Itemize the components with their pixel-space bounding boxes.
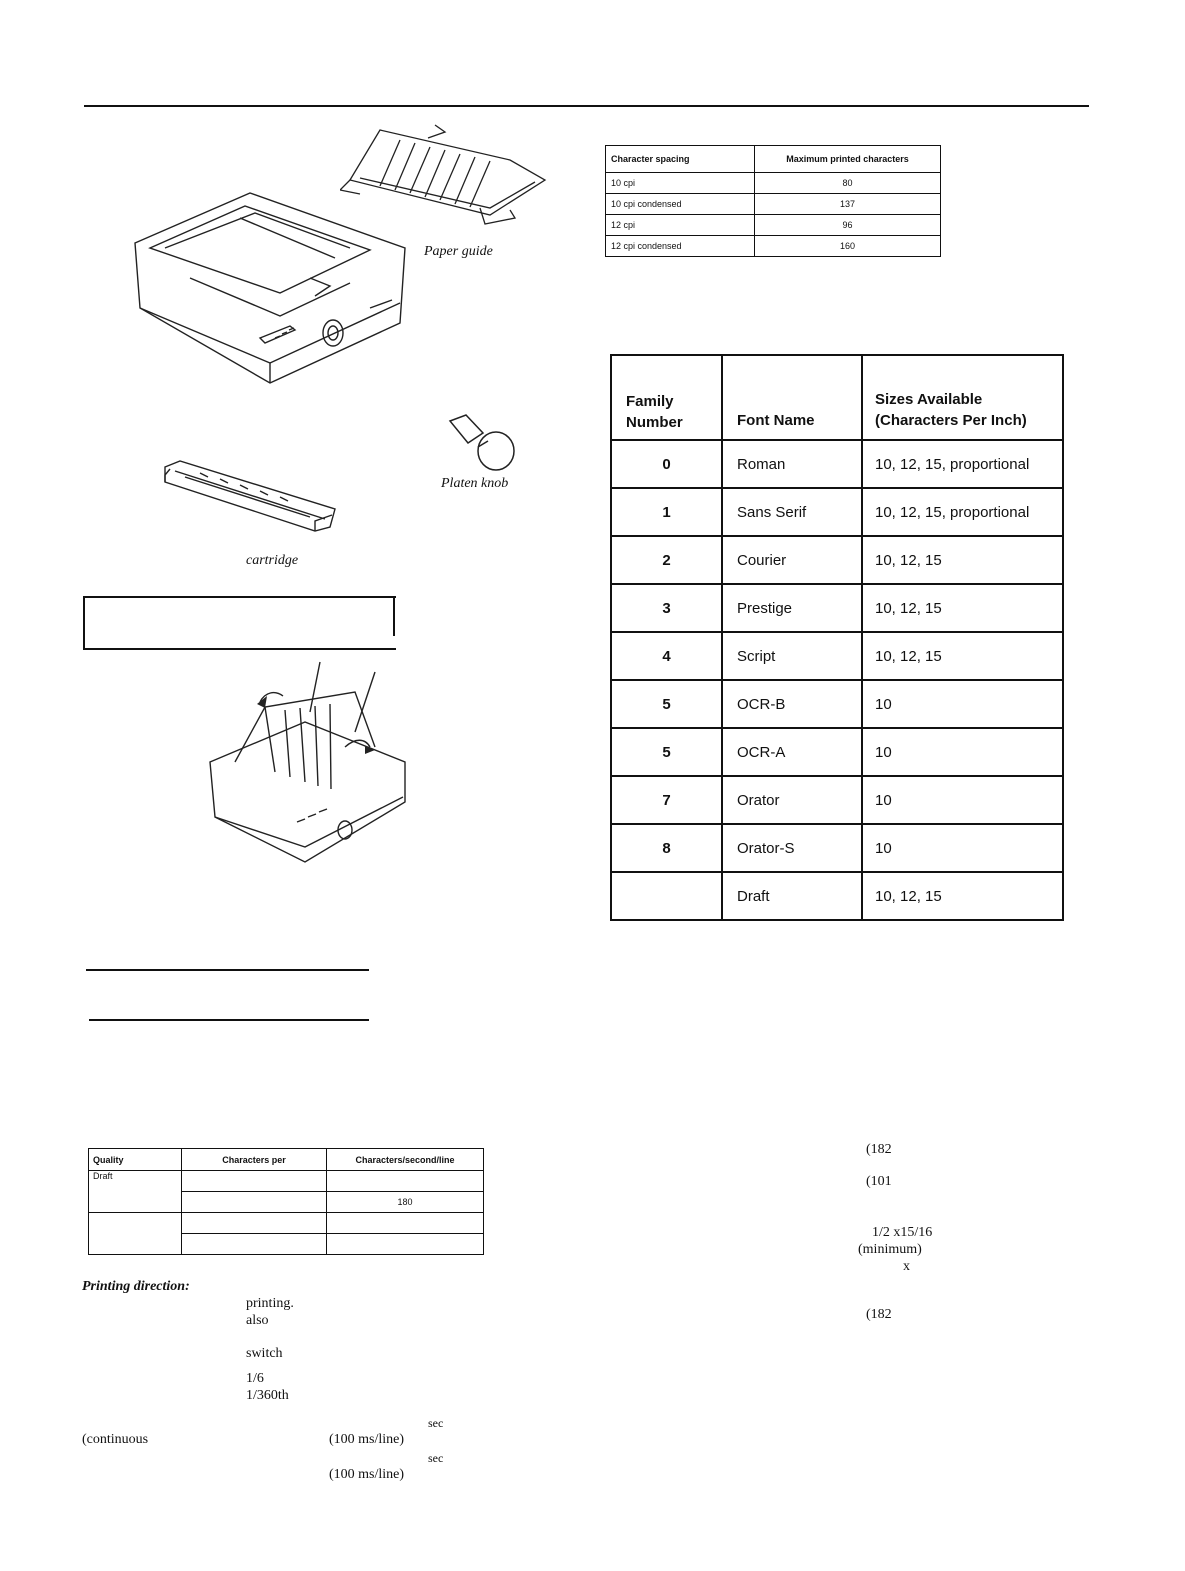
spacing-cell: 12 cpi (606, 215, 755, 236)
table-cell (327, 1171, 484, 1192)
table-cell (327, 1234, 484, 1255)
print-quality-table (88, 1148, 484, 1255)
note-box (83, 596, 396, 650)
sizes-cell: 10 (862, 824, 1063, 872)
header-sizes-available (862, 355, 1063, 440)
table-row (611, 488, 1063, 536)
family-number-cell (611, 872, 722, 920)
sizes-cell: 10 (862, 680, 1063, 728)
header-character-spacing: Character spacing (606, 146, 755, 173)
table-row (611, 632, 1063, 680)
header-characters-second-line: Characters/second/line (327, 1149, 484, 1171)
printer-open-illustration (205, 652, 415, 872)
quality-lq-cell (89, 1213, 182, 1255)
cartridge-caption: cartridge (246, 553, 299, 568)
table-row (611, 824, 1063, 872)
paper-guide-caption: Paper guide (424, 244, 493, 259)
max-chars-cell: 160 (755, 236, 941, 257)
table-row (611, 680, 1063, 728)
sizes-cell: 10, 12, 15 (862, 536, 1063, 584)
platen-knob-illustration (448, 413, 518, 473)
sizes-cell: 10 (862, 728, 1063, 776)
family-number-cell: 5 (611, 680, 722, 728)
font-name-cell: Sans Serif (722, 488, 862, 536)
table-header-row (606, 146, 941, 173)
text-x: x (903, 1259, 910, 1274)
text-also: also (246, 1313, 269, 1328)
table-cell (182, 1192, 327, 1213)
table-row (611, 728, 1063, 776)
table-header-row (611, 355, 1063, 440)
font-name-cell: Orator (722, 776, 862, 824)
top-rule (84, 105, 1089, 107)
section-rule-upper (86, 969, 369, 971)
text-ms-line-1: (100 ms/line) (329, 1432, 405, 1447)
header-quality: Quality (89, 1149, 182, 1171)
max-chars-cell: 96 (755, 215, 941, 236)
max-chars-cell: 80 (755, 173, 941, 194)
font-name-cell: Prestige (722, 584, 862, 632)
table-row (611, 584, 1063, 632)
header-sizes-line2: (Characters Per Inch) (875, 412, 1027, 429)
table-row (606, 173, 941, 194)
family-number-cell: 5 (611, 728, 722, 776)
table-cell (182, 1213, 327, 1234)
text-switch: switch (246, 1346, 283, 1361)
table-row (611, 776, 1063, 824)
spacing-cell: 10 cpi (606, 173, 755, 194)
text-182-a: (182 (866, 1142, 892, 1157)
font-name-cell: OCR-A (722, 728, 862, 776)
font-name-cell: Orator-S (722, 824, 862, 872)
font-name-cell: Roman (722, 440, 862, 488)
text-sec-1: sec (428, 1416, 444, 1430)
header-family-number (611, 355, 722, 440)
spacing-cell: 12 cpi condensed (606, 236, 755, 257)
text-one-sixth: 1/6 (246, 1371, 264, 1386)
header-family-line1: Family (626, 393, 674, 410)
family-number-cell: 7 (611, 776, 722, 824)
text-half-by: 1/2 x15/16 (872, 1225, 933, 1240)
printer-illustration (130, 188, 410, 388)
text-continuous: (continuous (82, 1432, 149, 1447)
header-characters-per: Characters per (182, 1149, 327, 1171)
table-cell (182, 1234, 327, 1255)
font-name-cell: Draft (722, 872, 862, 920)
spacing-cell: 10 cpi condensed (606, 194, 755, 215)
table-row (606, 194, 941, 215)
font-name-cell: OCR-B (722, 680, 862, 728)
platen-knob-caption: Platen knob (441, 476, 509, 491)
sizes-cell: 10, 12, 15 (862, 584, 1063, 632)
header-max-printed-characters: Maximum printed characters (755, 146, 941, 173)
sizes-cell: 10, 12, 15 (862, 872, 1063, 920)
table-cell (327, 1213, 484, 1234)
sizes-cell: 10, 12, 15, proportional (862, 488, 1063, 536)
text-printing: printing. (246, 1296, 294, 1311)
font-name-cell: Courier (722, 536, 862, 584)
family-number-cell: 2 (611, 536, 722, 584)
printing-direction-label: Printing direction: (82, 1279, 190, 1294)
cps-value-cell: 180 (327, 1192, 484, 1213)
table-header-row (89, 1149, 484, 1171)
table-row (606, 215, 941, 236)
quality-draft-cell: Draft (89, 1171, 182, 1213)
character-spacing-table (605, 145, 941, 257)
table-row (611, 440, 1063, 488)
text-ms-line-2: (100 ms/line) (329, 1467, 405, 1482)
table-row (611, 872, 1063, 920)
sizes-cell: 10, 12, 15, proportional (862, 440, 1063, 488)
text-101: (101 (866, 1174, 892, 1189)
family-number-cell: 0 (611, 440, 722, 488)
family-number-cell: 8 (611, 824, 722, 872)
font-name-cell: Script (722, 632, 862, 680)
family-number-cell: 1 (611, 488, 722, 536)
family-number-cell: 4 (611, 632, 722, 680)
section-rule-lower (89, 1019, 369, 1021)
table-row (89, 1213, 484, 1234)
note-box-right-edge (393, 598, 395, 636)
table-row (606, 236, 941, 257)
header-sizes-line1: Sizes Available (875, 391, 983, 408)
text-sec-2: sec (428, 1451, 444, 1465)
family-number-cell: 3 (611, 584, 722, 632)
text-182-b: (182 (866, 1307, 892, 1322)
max-chars-cell: 137 (755, 194, 941, 215)
sizes-cell: 10, 12, 15 (862, 632, 1063, 680)
sizes-cell: 10 (862, 776, 1063, 824)
header-font-name: Font Name (722, 355, 862, 440)
text-one-360th: 1/360th (246, 1388, 289, 1403)
header-family-line2: Number (626, 414, 683, 431)
font-family-table (610, 354, 1064, 921)
table-row (611, 536, 1063, 584)
text-minimum: (minimum) (858, 1242, 922, 1257)
table-row (89, 1171, 484, 1192)
table-cell (182, 1171, 327, 1192)
ribbon-cartridge-illustration (160, 457, 340, 537)
